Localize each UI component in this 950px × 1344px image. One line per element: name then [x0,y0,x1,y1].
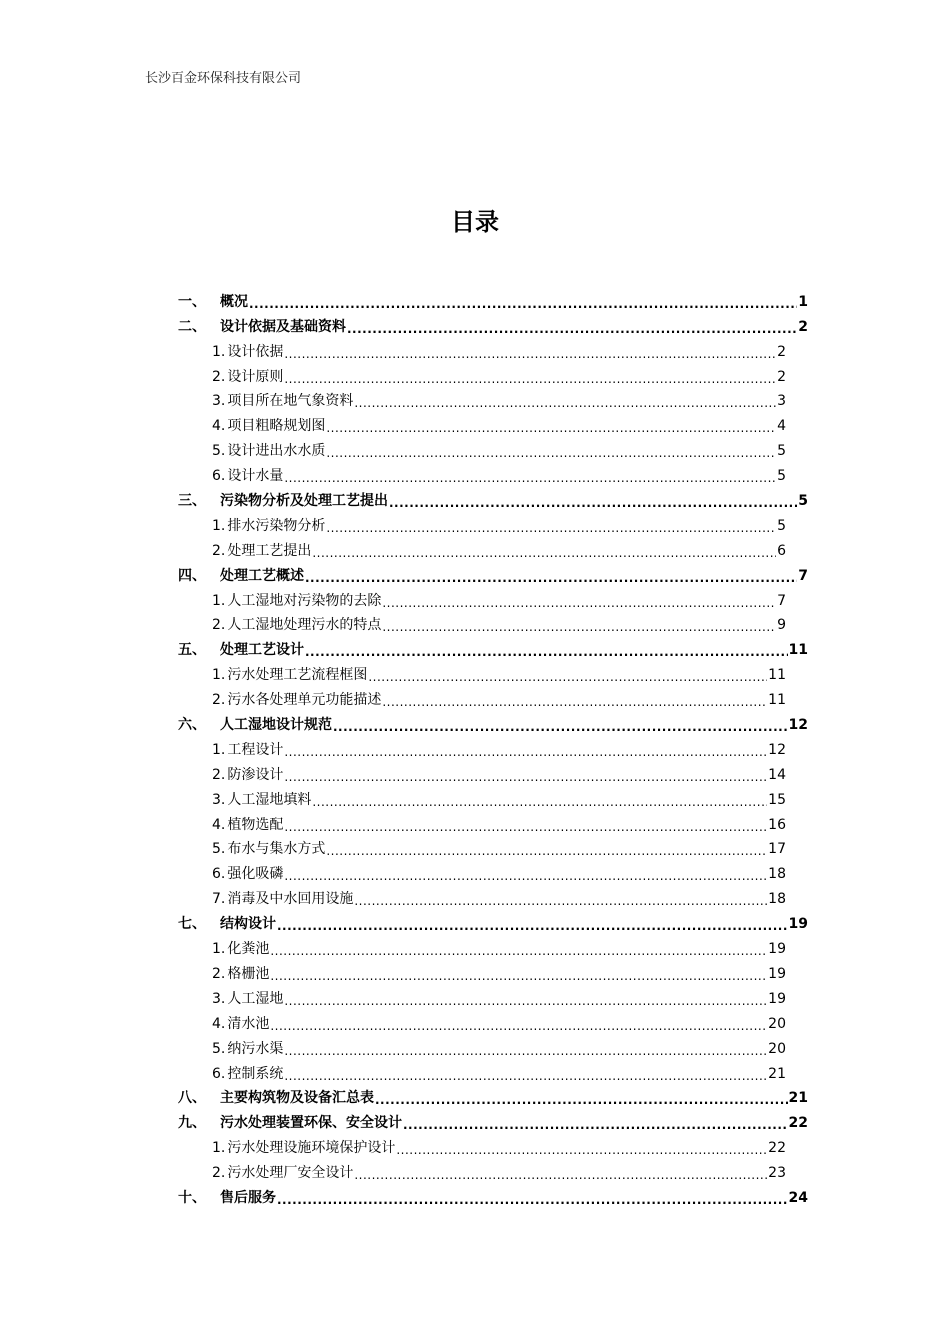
table-of-contents [178,288,808,1209]
toc-entry-title: 设计原则 [227,368,284,385]
toc-dot-leader [284,770,767,784]
toc-entry-number: 1. [212,592,226,609]
toc-subsection-entry[interactable] [178,985,808,1010]
toc-entry-page-number: 20 [768,1015,786,1032]
toc-entry-page-number: 23 [768,1165,786,1182]
toc-section-entry[interactable] [178,636,808,661]
toc-entry-page-number: 11 [788,642,808,659]
toc-entry-title: 主要构筑物及设备汇总表 [220,1090,374,1107]
toc-entry-title: 污水处理工艺流程框图 [227,667,368,684]
toc-section-entry[interactable] [178,1109,808,1134]
toc-subsection-entry[interactable] [178,836,808,861]
toc-section-entry[interactable] [178,313,808,338]
toc-entry-number: 5. [212,841,226,858]
toc-entry-number: 四、 [178,567,206,584]
toc-entry-page-number: 7 [798,567,808,584]
toc-dot-leader [326,421,776,435]
toc-section-entry[interactable] [178,562,808,587]
toc-entry-page-number: 6 [777,542,786,559]
toc-entry-number: 1. [212,667,226,684]
toc-section-entry[interactable] [178,910,808,935]
toc-dot-leader [305,571,797,585]
toc-entry-page-number: 5 [777,468,786,485]
toc-entry-page-number: 19 [768,941,786,958]
toc-subsection-entry[interactable] [178,661,808,686]
toc-entry-title: 设计依据 [227,343,284,360]
toc-entry-title: 防渗设计 [227,766,284,783]
toc-subsection-entry[interactable] [178,1010,808,1035]
toc-entry-title: 概况 [220,293,248,310]
toc-section-entry[interactable] [178,1085,808,1110]
toc-entry-title: 消毒及中水回用设施 [227,891,354,908]
toc-dot-leader [284,372,776,386]
toc-dot-leader [354,1168,767,1182]
toc-entry-title: 纳污水渠 [227,1040,284,1057]
toc-entry-page-number: 20 [768,1040,786,1057]
toc-entry-page-number: 5 [777,517,786,534]
toc-entry-number: 1. [212,343,226,360]
toc-entry-number: 7. [212,891,226,908]
toc-dot-leader [284,471,776,485]
toc-entry-title: 设计依据及基础资料 [220,318,346,335]
toc-entry-title: 处理工艺设计 [220,642,304,659]
toc-entry-number: 1. [212,941,226,958]
toc-entry-title: 结构设计 [220,916,276,933]
toc-entry-title: 设计进出水水质 [227,443,326,460]
toc-entry-title: 污水处理装置环保、安全设计 [220,1115,402,1132]
toc-entry-title: 人工湿地 [227,990,284,1007]
toc-entry-number: 6. [212,1065,226,1082]
toc-entry-number: 3. [212,990,226,1007]
toc-entry-title: 人工湿地对污染物的去除 [227,592,382,609]
toc-entry-number: 八、 [178,1090,206,1107]
toc-entry-number: 6. [212,866,226,883]
toc-subsection-entry[interactable] [178,811,808,836]
toc-entry-number: 2. [212,766,226,783]
toc-subsection-entry[interactable] [178,885,808,910]
toc-entry-title: 工程设计 [227,741,284,758]
toc-subsection-entry[interactable] [178,1159,808,1184]
toc-subsection-entry[interactable] [178,786,808,811]
toc-subsection-entry[interactable] [178,860,808,885]
toc-entry-title: 污水处理设施环境保护设计 [227,1140,396,1157]
toc-entry-title: 清水池 [227,1015,270,1032]
toc-entry-title: 控制系统 [227,1065,284,1082]
toc-dot-leader [270,944,767,958]
toc-subsection-entry[interactable] [178,935,808,960]
toc-subsection-entry[interactable] [178,462,808,487]
toc-dot-leader [270,1019,767,1033]
toc-entry-page-number: 22 [768,1140,786,1157]
toc-dot-leader [284,869,767,883]
toc-entry-page-number: 16 [768,816,786,833]
toc-section-entry[interactable] [178,487,808,512]
toc-dot-leader [305,645,788,659]
toc-dot-leader [312,795,767,809]
toc-section-entry[interactable] [178,288,808,313]
toc-dot-leader [382,620,776,634]
toc-entry-number: 2. [212,965,226,982]
toc-entry-number: 三、 [178,493,206,510]
toc-entry-page-number: 9 [777,617,786,634]
toc-entry-title: 售后服务 [220,1189,276,1206]
toc-entry-page-number: 3 [777,393,786,410]
toc-dot-leader [326,521,776,535]
toc-entry-page-number: 11 [768,667,786,684]
toc-entry-number: 4. [212,418,226,435]
toc-entry-title: 人工湿地设计规范 [220,717,332,734]
toc-entry-page-number: 19 [768,990,786,1007]
toc-entry-page-number: 19 [768,965,786,982]
toc-subsection-entry[interactable] [178,587,808,612]
toc-dot-leader [354,396,776,410]
toc-entry-page-number: 1 [798,293,808,310]
toc-entry-title: 设计水量 [227,468,284,485]
toc-entry-number: 七、 [178,916,206,933]
toc-subsection-entry[interactable] [178,1134,808,1159]
toc-entry-title: 项目粗略规划图 [227,418,326,435]
header-company-name: 长沙百金环保科技有限公司 [145,71,302,86]
toc-subsection-entry[interactable] [178,761,808,786]
toc-entry-page-number: 12 [788,717,808,734]
toc-dot-leader [284,347,776,361]
toc-dot-leader [326,446,776,460]
toc-entry-number: 1. [212,1140,226,1157]
toc-entry-title: 布水与集水方式 [227,841,326,858]
toc-subsection-entry[interactable] [178,412,808,437]
toc-entry-number: 2. [212,542,226,559]
toc-entry-title: 污水各处理单元功能描述 [227,692,382,709]
toc-entry-page-number: 15 [768,791,786,808]
toc-subsection-entry[interactable] [178,1060,808,1085]
toc-entry-title: 化粪池 [227,941,270,958]
toc-dot-leader [277,1193,788,1207]
toc-subsection-entry[interactable] [178,960,808,985]
toc-dot-leader [284,820,767,834]
toc-entry-page-number: 7 [777,592,786,609]
toc-entry-title: 格栅池 [227,965,270,982]
toc-entry-number: 六、 [178,717,206,734]
toc-dot-leader [284,1044,767,1058]
toc-dot-leader [403,1118,788,1132]
toc-entry-page-number: 4 [777,418,786,435]
toc-dot-leader [277,919,788,933]
toc-entry-number: 五、 [178,642,206,659]
toc-dot-leader [347,322,797,336]
toc-dot-leader [396,1143,767,1157]
toc-dot-leader [284,745,767,759]
toc-dot-leader [368,670,767,684]
toc-dot-leader [312,546,776,560]
toc-entry-number: 十、 [178,1189,206,1206]
toc-entry-page-number: 21 [768,1065,786,1082]
toc-subsection-entry[interactable] [178,512,808,537]
toc-subsection-entry[interactable] [178,537,808,562]
toc-entry-number: 1. [212,741,226,758]
toc-dot-leader [382,596,776,610]
toc-entry-number: 3. [212,393,226,410]
toc-entry-title: 人工湿地处理污水的特点 [227,617,382,634]
toc-entry-number: 2. [212,617,226,634]
toc-entry-number: 2. [212,368,226,385]
toc-subsection-entry[interactable] [178,363,808,388]
toc-entry-page-number: 5 [798,493,808,510]
toc-dot-leader [333,720,788,734]
toc-subsection-entry[interactable] [178,612,808,637]
toc-entry-number: 二、 [178,318,206,335]
toc-entry-number: 2. [212,1165,226,1182]
toc-entry-page-number: 11 [768,692,786,709]
toc-entry-page-number: 12 [768,741,786,758]
toc-entry-page-number: 18 [768,866,786,883]
toc-entry-number: 3. [212,791,226,808]
toc-entry-title: 植物选配 [227,816,284,833]
toc-dot-leader [354,894,767,908]
toc-dot-leader [389,496,797,510]
toc-entry-page-number: 2 [777,343,786,360]
toc-subsection-entry[interactable] [178,388,808,413]
toc-dot-leader [284,1069,767,1083]
toc-entry-page-number: 19 [788,916,808,933]
toc-entry-page-number: 17 [768,841,786,858]
toc-dot-leader [375,1093,788,1107]
toc-dot-leader [382,695,767,709]
toc-entry-number: 九、 [178,1115,206,1132]
toc-entry-page-number: 21 [788,1090,808,1107]
toc-entry-number: 6. [212,468,226,485]
toc-entry-number: 4. [212,816,226,833]
toc-title: 目录 [451,208,499,236]
toc-entry-page-number: 24 [788,1189,808,1206]
toc-subsection-entry[interactable] [178,437,808,462]
toc-entry-title: 排水污染物分析 [227,517,326,534]
toc-entry-title: 污水处理厂安全设计 [227,1165,354,1182]
toc-subsection-entry[interactable] [178,1035,808,1060]
toc-dot-leader [249,297,797,311]
toc-subsection-entry[interactable] [178,686,808,711]
toc-entry-title: 污染物分析及处理工艺提出 [220,493,388,510]
toc-entry-page-number: 5 [777,443,786,460]
toc-dot-leader [284,994,767,1008]
toc-dot-leader [326,844,767,858]
toc-entry-page-number: 2 [798,318,808,335]
toc-section-entry[interactable] [178,1184,808,1209]
toc-entry-number: 2. [212,692,226,709]
toc-entry-title: 处理工艺概述 [220,567,304,584]
toc-subsection-entry[interactable] [178,338,808,363]
toc-entry-number: 5. [212,443,226,460]
toc-entry-title: 处理工艺提出 [227,542,312,559]
toc-entry-page-number: 14 [768,766,786,783]
toc-entry-page-number: 2 [777,368,786,385]
toc-section-entry[interactable] [178,711,808,736]
toc-entry-number: 1. [212,517,226,534]
toc-entry-number: 4. [212,1015,226,1032]
toc-entry-number: 一、 [178,293,206,310]
toc-entry-number: 5. [212,1040,226,1057]
toc-subsection-entry[interactable] [178,736,808,761]
toc-entry-page-number: 18 [768,891,786,908]
toc-entry-title: 项目所在地气象资料 [227,393,354,410]
toc-dot-leader [270,969,767,983]
toc-entry-title: 强化吸磷 [227,866,284,883]
toc-entry-title: 人工湿地填料 [227,791,312,808]
toc-entry-page-number: 22 [788,1115,808,1132]
